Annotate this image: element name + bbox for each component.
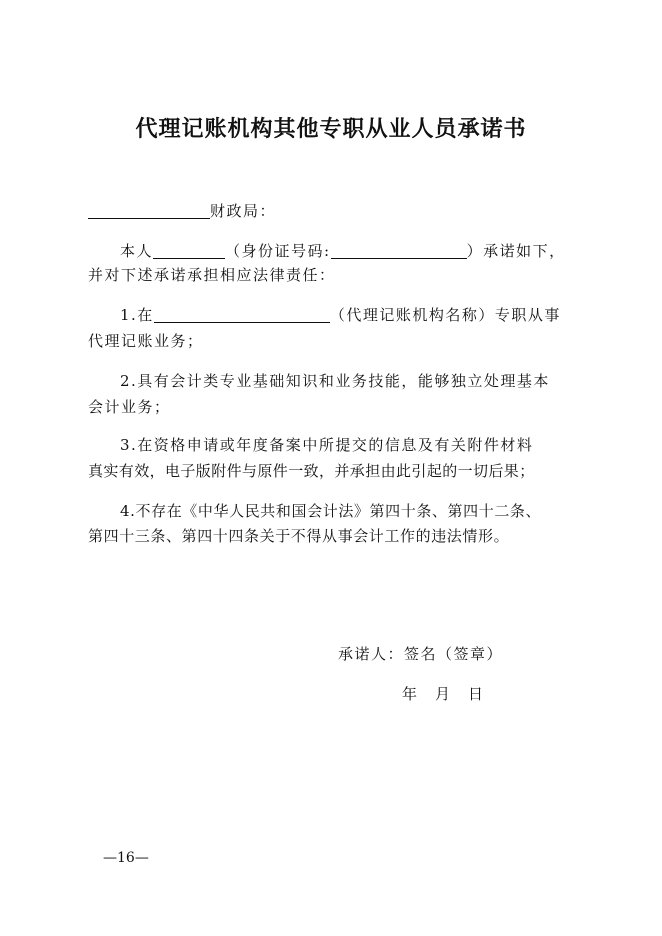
item-2-line-1: 2.具有会计类专业基础知识和业务技能，能够独立处理基本: [120, 372, 550, 390]
item-1-line-2: 代理记账业务；: [88, 332, 204, 350]
document-title: 代理记账机构其他专职从业人员承诺书: [135, 116, 527, 142]
agency-name-blank[interactable]: [154, 306, 330, 323]
intro-suffix: ）承诺如下，: [466, 242, 566, 260]
signature-date: 年 月 日: [402, 685, 485, 703]
id-number-blank[interactable]: [331, 242, 467, 259]
intro-prefix: 本人: [120, 242, 154, 260]
salutation: [88, 200, 276, 221]
item-2-line-2: 会计业务；: [88, 398, 171, 416]
item-1-prefix: 1.在: [120, 306, 154, 324]
item-4-line-2: 第四十三条、第四十四条关于不得从事会计工作的违法情形。: [88, 527, 510, 545]
id-label: （身份证号码:: [225, 242, 331, 260]
item-4-line-1: 4.不存在《中华人民共和国会计法》第四十条、第四十二条、: [120, 502, 542, 520]
salutation-suffix: 财政局：: [210, 202, 277, 220]
finance-bureau-blank[interactable]: [88, 202, 210, 219]
item-1-line-1: [120, 304, 561, 325]
item-3-line-2: 真实有效，电子版附件与原件一致，并承担由此引起的一切后果；: [88, 462, 535, 480]
page-number: —16—: [103, 850, 149, 866]
name-blank[interactable]: [153, 242, 225, 259]
item-3-line-1: 3.在资格申请或年度备案中所提交的信息及有关附件材料: [120, 436, 534, 454]
intro-line-2: 并对下述承诺承担相应法律责任：: [88, 266, 336, 284]
item-1-suffix: （代理记账机构名称）专职从事: [329, 306, 561, 324]
signature-label: 承诺人：签名（签章）: [338, 645, 504, 663]
intro-line-1: [120, 240, 566, 261]
